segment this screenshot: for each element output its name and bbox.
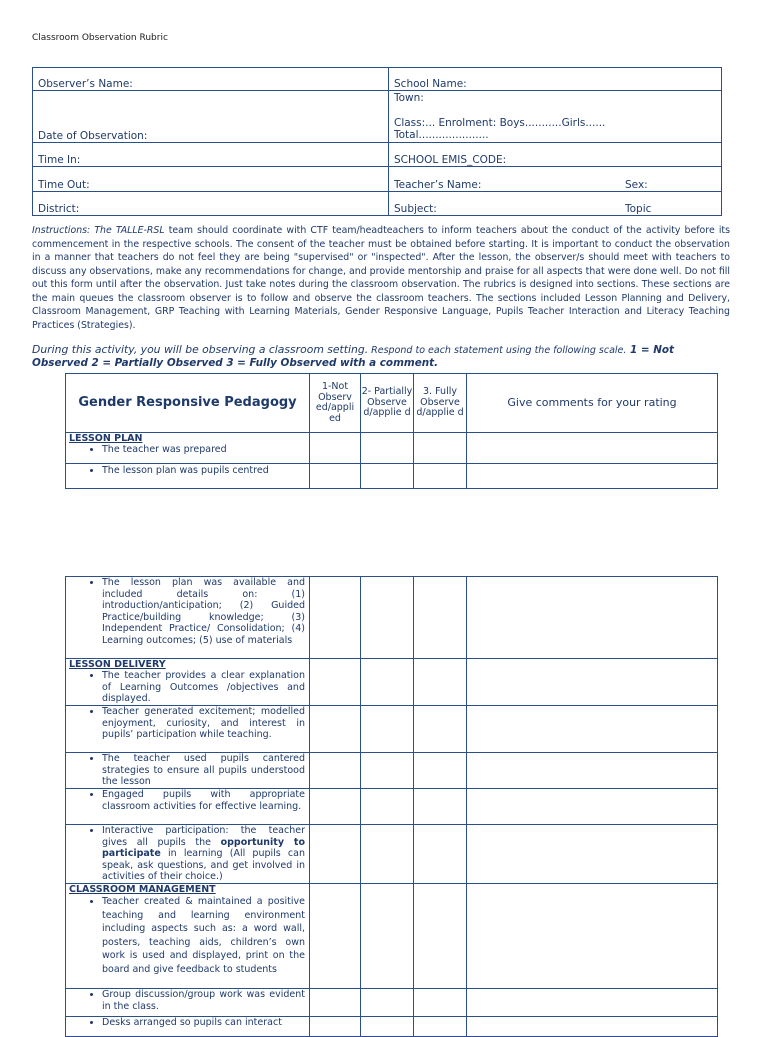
rating-cell[interactable] [361, 706, 414, 753]
list-item: • Teacher created & maintained a positive teaching and learning environment including aspects such as: a word wall, posters, teaching aids, children’s own work is used and displayed, print on the board and give feedback to students [102, 895, 305, 976]
list-item: • The teacher provides a clear explanation of Learning Outcomes /objectives and displayed. [102, 670, 305, 705]
rating-cell[interactable] [310, 753, 361, 789]
rating-cell[interactable] [361, 825, 414, 884]
rating-cell[interactable] [310, 789, 361, 825]
table-row [66, 753, 718, 789]
rating-cell[interactable] [361, 884, 414, 989]
time-in-field[interactable]: Time In: [33, 143, 389, 167]
list-item: • Interactive participation: the teacher gives all pupils the opportunity to participate in learning (All pupils can speak, ask questions, and get involved in activities of their choice.) [102, 825, 305, 883]
rating-cell[interactable] [310, 433, 361, 464]
list-item: • The lesson plan was pupils centred [102, 465, 305, 477]
column-comments: Give comments for your rating [467, 374, 718, 433]
sex-field: Sex: [625, 179, 648, 191]
comment-cell[interactable] [467, 659, 718, 706]
observer-name-field[interactable]: Observer’s Name: [33, 68, 389, 91]
list-item: • Desks arranged so pupils can interact [102, 1017, 305, 1029]
rating-cell[interactable] [310, 1017, 361, 1037]
rating-cell[interactable] [414, 884, 467, 989]
list-item: • Engaged pupils with appropriate classroom activities for effective learning. [102, 789, 305, 812]
column-not-observed: 1-Not Observ ed/appli ed [310, 374, 361, 433]
table-row [66, 825, 718, 884]
rating-cell[interactable] [361, 789, 414, 825]
table-row [66, 464, 718, 489]
rubric-table-page1 [65, 373, 718, 489]
rating-cell[interactable] [414, 706, 467, 753]
rating-cell[interactable] [310, 989, 361, 1017]
list-item: • The teacher was prepared [102, 444, 305, 456]
rating-cell[interactable] [310, 825, 361, 884]
rating-cell[interactable] [414, 825, 467, 884]
comment-cell[interactable] [467, 577, 718, 659]
observation-info-table [32, 67, 722, 216]
section-lesson-plan: LESSON PLAN [69, 433, 143, 444]
comment-cell[interactable] [467, 789, 718, 825]
list-item: • The teacher used pupils cantered strategies to ensure all pupils understood the lesson [102, 753, 305, 788]
district-field[interactable]: District: [33, 192, 389, 216]
rating-cell[interactable] [310, 577, 361, 659]
rating-cell[interactable] [310, 884, 361, 989]
rubric-title: Gender Responsive Pedagogy [66, 374, 310, 433]
list-item: • The lesson plan was available and included details on: (1) introduction/anticipation; (2) Guided Practice/building knowledge; (3) Independent Practice/ Consolidation; (4) Learning outcomes; (5) use of materials [102, 577, 305, 646]
comment-cell[interactable] [467, 433, 718, 464]
rating-cell[interactable] [414, 659, 467, 706]
rubric-table-page2 [65, 576, 718, 1037]
column-partially-observed: 2- Partially Observe d/applie d [361, 374, 414, 433]
comment-cell[interactable] [467, 753, 718, 789]
comment-cell[interactable] [467, 464, 718, 489]
rating-scale-text: During this activity, you will be observing a classroom setting. Respond to each statement using the following scale. 1 = Not Observed 2 = Partially Observed 3 = Fully Observed with a comment. [32, 343, 674, 369]
rating-cell[interactable] [310, 659, 361, 706]
subject-field[interactable]: Subject: Topic [389, 192, 722, 216]
comment-cell[interactable] [467, 825, 718, 884]
rating-cell[interactable] [361, 659, 414, 706]
rating-cell[interactable] [361, 989, 414, 1017]
table-row [66, 1017, 718, 1037]
document-title: Classroom Observation Rubric [32, 33, 168, 43]
table-row [66, 989, 718, 1017]
school-emis-code-field[interactable]: SCHOOL EMIS_CODE: [389, 143, 722, 167]
section-classroom-management: CLASSROOM MANAGEMENT [69, 884, 216, 895]
rating-cell[interactable] [310, 706, 361, 753]
section-lesson-delivery: LESSON DELIVERY [69, 659, 166, 670]
comment-cell[interactable] [467, 706, 718, 753]
rating-cell[interactable] [414, 577, 467, 659]
comment-cell[interactable] [467, 1017, 718, 1037]
rating-cell[interactable] [414, 464, 467, 489]
instructions-paragraph: Instructions: The TALLE-RSL team should coordinate with CTF team/headteachers to inform teachers about the conduct of the activity before its commencement in the respective schools. The consent of the teacher must be obtained before starting. It is important to conduct the observation in a manner that teachers do not feel they are being "supervised" or "inspected". After the lesson, the observer/s should meet with teachers to discuss any observations, make any recommendations for change, and provide mentorship and praise for all aspects that were done well. Do not fill out this form until after the observation. Just take notes during the classroom observation. The rubrics is designed into sections. These sections are the main queues the classroom observer is to follow and observe the classroom teachers. The sections included Lesson Planning and Delivery, Classroom Management, GRP Teaching with Learning Materials, Gender Responsive Language, Pupils Teacher Interaction and Literacy Teaching Practices (Strategies). [32, 225, 730, 331]
rating-cell[interactable] [414, 433, 467, 464]
table-row [66, 659, 718, 706]
town-class-field[interactable]: Town: Class:... Enrolment: Boys...........Girls...... Total..................... [389, 91, 722, 143]
list-item: • Teacher generated excitement; modelled enjoyment, curiosity, and interest in pupils’ participation while teaching. [102, 706, 305, 741]
list-item: • Group discussion/group work was evident in the class. [102, 989, 305, 1012]
date-of-observation-field[interactable]: Date of Observation: [33, 91, 389, 143]
column-fully-observed: 3. Fully Observe d/applie d [414, 374, 467, 433]
rating-cell[interactable] [361, 577, 414, 659]
rating-cell[interactable] [310, 464, 361, 489]
comment-cell[interactable] [467, 989, 718, 1017]
rating-cell[interactable] [361, 464, 414, 489]
rating-cell[interactable] [414, 1017, 467, 1037]
rating-cell[interactable] [361, 433, 414, 464]
rating-cell[interactable] [361, 753, 414, 789]
comment-cell[interactable] [467, 884, 718, 989]
rating-cell[interactable] [414, 989, 467, 1017]
table-row [66, 433, 718, 464]
table-row [66, 706, 718, 753]
table-row [66, 789, 718, 825]
rating-cell[interactable] [361, 1017, 414, 1037]
table-row [66, 884, 718, 989]
rating-cell[interactable] [414, 753, 467, 789]
topic-field: Topic [625, 203, 652, 215]
school-name-field[interactable]: School Name: [389, 68, 722, 91]
rating-cell[interactable] [414, 789, 467, 825]
time-out-field[interactable]: Time Out: [33, 167, 389, 192]
table-row [66, 577, 718, 659]
teacher-name-field[interactable]: Teacher’s Name: Sex: [389, 167, 722, 192]
